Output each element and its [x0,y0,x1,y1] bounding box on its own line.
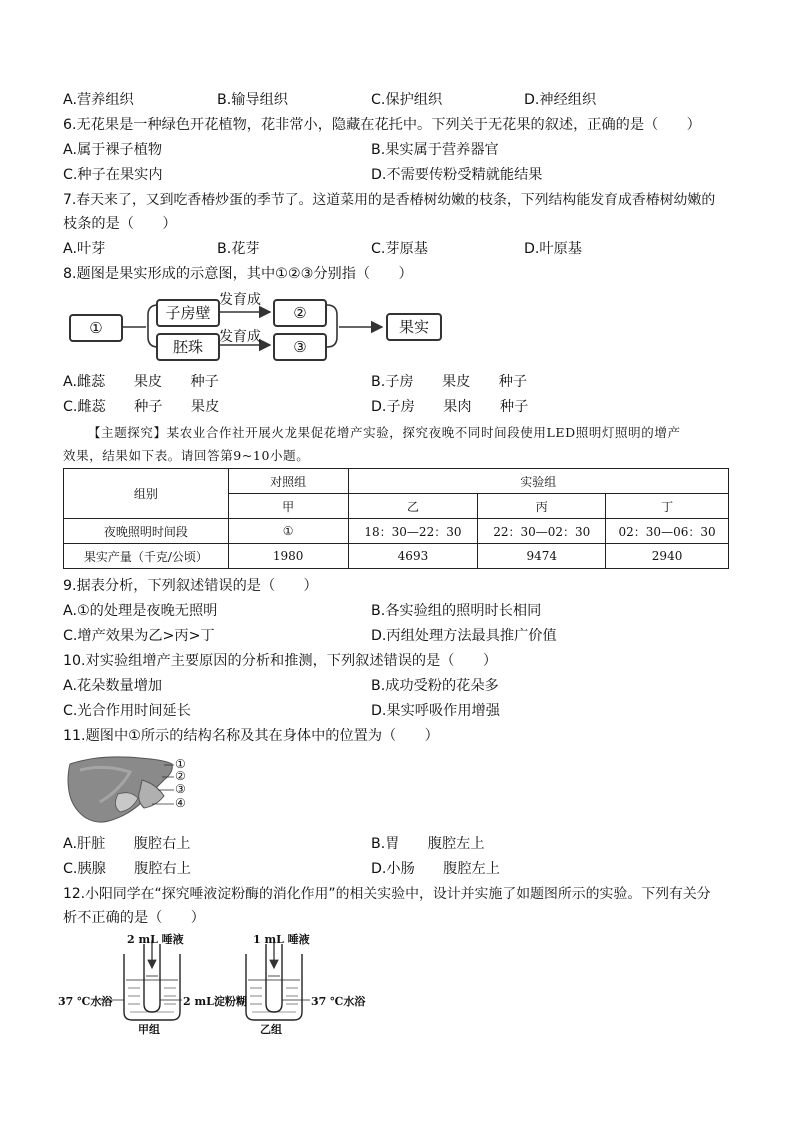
liver-label-4: ④ [175,796,186,810]
water-bath-label-a: 37 ℃水浴 [58,995,113,1008]
q10-option-b: B.成功受粉的花朵多 [371,678,499,694]
diagram-box-ovary-wall: 子房壁 [156,299,220,327]
table-row-label: 夜晚照明时间段 [64,519,229,544]
table-group-yi: 乙 [348,494,478,519]
q7-stem-line2: 枝条的是（ ） [63,216,177,232]
starch-label: 2 mL淀粉糊 [183,995,247,1008]
q7-option-a: A.叶芽 [63,241,106,257]
table-header-control: 对照组 [228,469,348,494]
q5-option-b: B.输导组织 [217,92,288,108]
beaker-b [246,940,310,1020]
saliva-label-a: 2 mL 唾液 [127,933,184,946]
table-group-ding: 丁 [606,494,729,519]
q8-stem: 8.题图是果实形成的示意图，其中①②③分别指（ ） [63,266,413,282]
group-label-jia: 甲组 [138,1023,160,1036]
q6-option-b: B.果实属于营养器官 [371,142,499,158]
table-cell: 22：30—02：30 [478,519,606,544]
saliva-label-b: 1 mL 唾液 [253,933,310,946]
q6-option-d: D.不需要传粉受精就能结果 [371,167,543,183]
diagram-box-ovule: 胚珠 [156,333,220,361]
q7-stem-line1: 7.春天来了，又到吃香椿炒蛋的季节了。这道菜用的是香椿树幼嫩的枝条，下列结构能发育成香椿树幼嫩的 [63,192,716,208]
table-cell: 18：30—22：30 [348,519,478,544]
q6-stem: 6.无花果是一种绿色开花植物，花非常小，隐藏在花托中。下列关于无花果的叙述，正确的是（ ） [63,117,701,133]
q9-option-d: D.丙组处理方法最具推广价值 [371,628,557,644]
table-cell: ① [228,519,348,544]
theme-intro-line1: 【主题探究】某农业合作社开展火龙果促花增产实验，探究夜晚不同时间段使用LED照明灯照明的增产 [88,425,681,440]
table-row-label: 果实产量（千克/公顷） [64,544,229,569]
table-cell: 9474 [478,544,606,569]
q10-option-c: C.光合作用时间延长 [63,703,191,719]
q11-option-a: A.肝脏 腹腔右上 [63,836,191,852]
table-group-jia: 甲 [228,494,348,519]
q9-option-c: C.增产效果为乙>丙>丁 [63,628,215,644]
liver-label-3: ③ [175,782,186,796]
q5-option-d: D.神经组织 [524,92,597,108]
table-cell: 1980 [228,544,348,569]
table-cell: 4693 [348,544,478,569]
q8-option-b: B.子房 果皮 种子 [371,374,528,390]
experiment-table [63,468,729,569]
q10-option-a: A.花朵数量增加 [63,678,163,694]
q10-option-d: D.果实呼吸作用增强 [371,703,500,719]
table-group-bing: 丙 [478,494,606,519]
q11-stem: 11.题图中①所示的结构名称及其在身体中的位置为（ ） [63,728,439,744]
table-row [64,544,729,569]
q9-option-a: A.①的处理是夜晚无照明 [63,603,218,619]
q7-option-d: D.叶原基 [524,241,582,257]
q5-option-a: A.营养组织 [63,92,134,108]
q7-option-c: C.芽原基 [371,241,428,257]
diagram-arrow-label-1: 发育成 [219,292,261,308]
beaker-illustration [0,940,400,1040]
q9-stem: 9.据表分析，下列叙述错误的是（ ） [63,578,318,594]
diagram-box-2: ② [273,299,327,327]
q11-option-d: D.小肠 腹腔左上 [371,861,500,877]
q10-stem: 10.对实验组增产主要原因的分析和推测，下列叙述错误的是（ ） [63,653,498,669]
table-cell: 2940 [606,544,729,569]
group-label-yi: 乙组 [260,1023,282,1036]
q8-option-d: D.子房 果肉 种子 [371,399,529,415]
table-header-experimental: 实验组 [348,469,728,494]
table-header-group: 组别 [64,469,229,519]
q12-stem-line1: 12.小阳同学在“探究唾液淀粉酶的消化作用”的相关实验中，设计并实施了如题图所示的实验。下列有关分 [63,886,711,902]
diagram-box-3: ③ [273,333,327,361]
theme-intro-line2: 效果，结果如下表。请回答第9~10小题。 [63,448,310,463]
q8-option-c: C.雌蕊 种子 果皮 [63,399,220,415]
q6-option-c: C.种子在果实内 [63,167,163,183]
diagram-arrow-label-2: 发育成 [219,329,261,345]
diagram-box-fruit: 果实 [386,313,442,341]
q9-option-b: B.各实验组的照明时长相同 [371,603,542,619]
liver-label-1: ① [175,757,186,771]
q6-option-a: A.属于裸子植物 [63,142,163,158]
q5-option-c: C.保护组织 [371,92,443,108]
table-cell: 02：30—06：30 [606,519,729,544]
table-row [64,519,729,544]
q11-option-c: C.胰腺 腹腔右上 [63,861,191,877]
liver-label-2: ② [175,769,186,783]
q11-option-b: B.胃 腹腔左上 [371,836,485,852]
water-bath-label-b: 37 ℃水浴 [311,995,366,1008]
q12-stem-line2: 析不正确的是（ ） [63,910,205,926]
q8-option-a: A.雌蕊 果皮 种子 [63,374,219,390]
q7-option-b: B.花芽 [217,241,260,257]
diagram-box-1: ① [69,314,123,342]
